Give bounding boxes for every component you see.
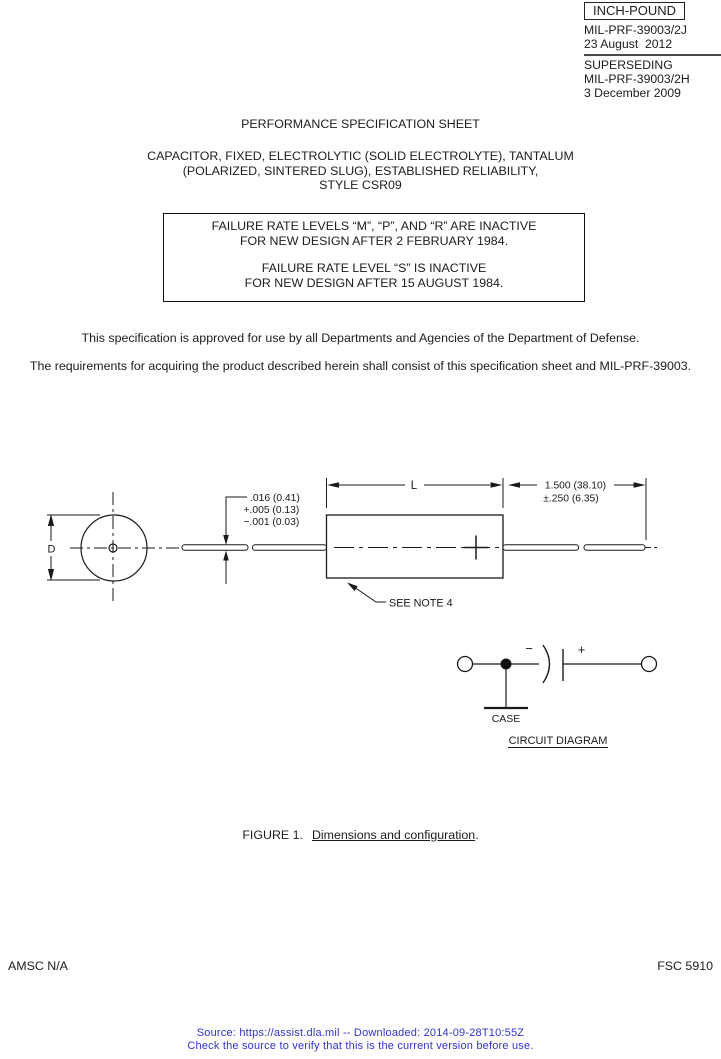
download-footer bbox=[0, 1027, 721, 1053]
capacitor-body bbox=[327, 515, 504, 578]
sheet-type-title: PERFORMANCE SPECIFICATION SHEET bbox=[241, 117, 480, 131]
title-line-1: CAPACITOR, FIXED, ELECTROLYTIC (SOLID ELECTROLYTE), TANTALUM bbox=[147, 149, 574, 163]
plus-sign: + bbox=[577, 642, 586, 657]
junction-dot bbox=[501, 659, 512, 670]
figure-caption bbox=[0, 828, 721, 843]
lead-length-tolerance: ±.250 (6.35) bbox=[543, 493, 599, 505]
title-line-2: (POLARIZED, SINTERED SLUG), ESTABLISHED RELIABILITY, bbox=[182, 163, 539, 178]
amsc-code: AMSC N/A bbox=[8, 959, 68, 973]
figure-caption-text: Dimensions and configuration bbox=[311, 828, 476, 842]
figure-caption-period: . bbox=[475, 828, 479, 842]
failure-rate-notice-box bbox=[163, 213, 585, 302]
circuit-diagram-title: CIRCUIT DIAGRAM bbox=[508, 735, 608, 747]
see-note-callout bbox=[347, 583, 386, 603]
check-source-line: Check the source to verify that this is the current version before use. bbox=[187, 1040, 534, 1052]
title-line-3: STYLE CSR09 bbox=[319, 178, 402, 193]
superseded-date: 3 December 2009 bbox=[584, 86, 681, 100]
notice-line-4: FOR NEW DESIGN AFTER 15 AUGUST 1984. bbox=[244, 275, 504, 290]
left-lead-wire bbox=[182, 545, 327, 551]
length-label: L bbox=[410, 480, 418, 492]
superseding-divider bbox=[584, 54, 721, 56]
source-line: Source: https://assist.dla.mil -- Downloaded: 2014-09-28T10:55Z bbox=[196, 1027, 525, 1039]
requirements-paragraph: The requirements for acquiring the product described herein shall consist of this specification sheet and MIL-PRF-39003. bbox=[29, 359, 692, 373]
approval-paragraph: This specification is approved for use by all Departments and Agencies of the Department of Defense. bbox=[81, 331, 640, 345]
superseding-label: SUPERSEDING bbox=[584, 58, 673, 72]
figure-caption-number: FIGURE 1. bbox=[242, 828, 303, 842]
negative-plate-arc bbox=[543, 645, 550, 683]
circuit-diagram-text bbox=[492, 641, 608, 747]
notice-line-2: FOR NEW DESIGN AFTER 2 FEBRUARY 1984. bbox=[239, 233, 509, 248]
right-lead-wire bbox=[503, 545, 657, 551]
diameter-label: D bbox=[47, 543, 56, 556]
document-title bbox=[0, 149, 721, 193]
lead-length-text bbox=[543, 481, 606, 505]
doc-date: 23 August 2012 bbox=[584, 37, 673, 51]
document-id-block bbox=[584, 2, 721, 100]
fsc-code: FSC 5910 bbox=[657, 959, 713, 973]
capacitor-end-view bbox=[70, 492, 182, 604]
see-note-label: SEE NOTE 4 bbox=[389, 597, 453, 610]
lead-dia-plus-tol: +.005 (0.13) bbox=[243, 505, 300, 516]
circuit-diagram bbox=[458, 645, 657, 748]
lead-dia-value: .016 (0.41) bbox=[250, 493, 300, 504]
doc-number: MIL-PRF-39003/2J bbox=[584, 23, 687, 37]
inch-pound-badge: INCH-POUND bbox=[584, 2, 685, 20]
notice-line-1: FAILURE RATE LEVELS “M”, “P”, AND “R” ARE INACTIVE bbox=[211, 219, 537, 233]
case-label: CASE bbox=[491, 713, 521, 725]
notice-line-3: FAILURE RATE LEVEL “S” IS INACTIVE bbox=[261, 261, 487, 276]
lead-dia-minus-tol: −.001 (0.03) bbox=[243, 517, 300, 528]
lead-length-value: 1.500 (38.10) bbox=[544, 480, 607, 492]
lead-diameter-text bbox=[244, 493, 300, 528]
figure-1-drawing bbox=[30, 455, 720, 760]
superseded-number: MIL-PRF-39003/2H bbox=[584, 72, 690, 86]
minus-sign: − bbox=[525, 641, 533, 656]
